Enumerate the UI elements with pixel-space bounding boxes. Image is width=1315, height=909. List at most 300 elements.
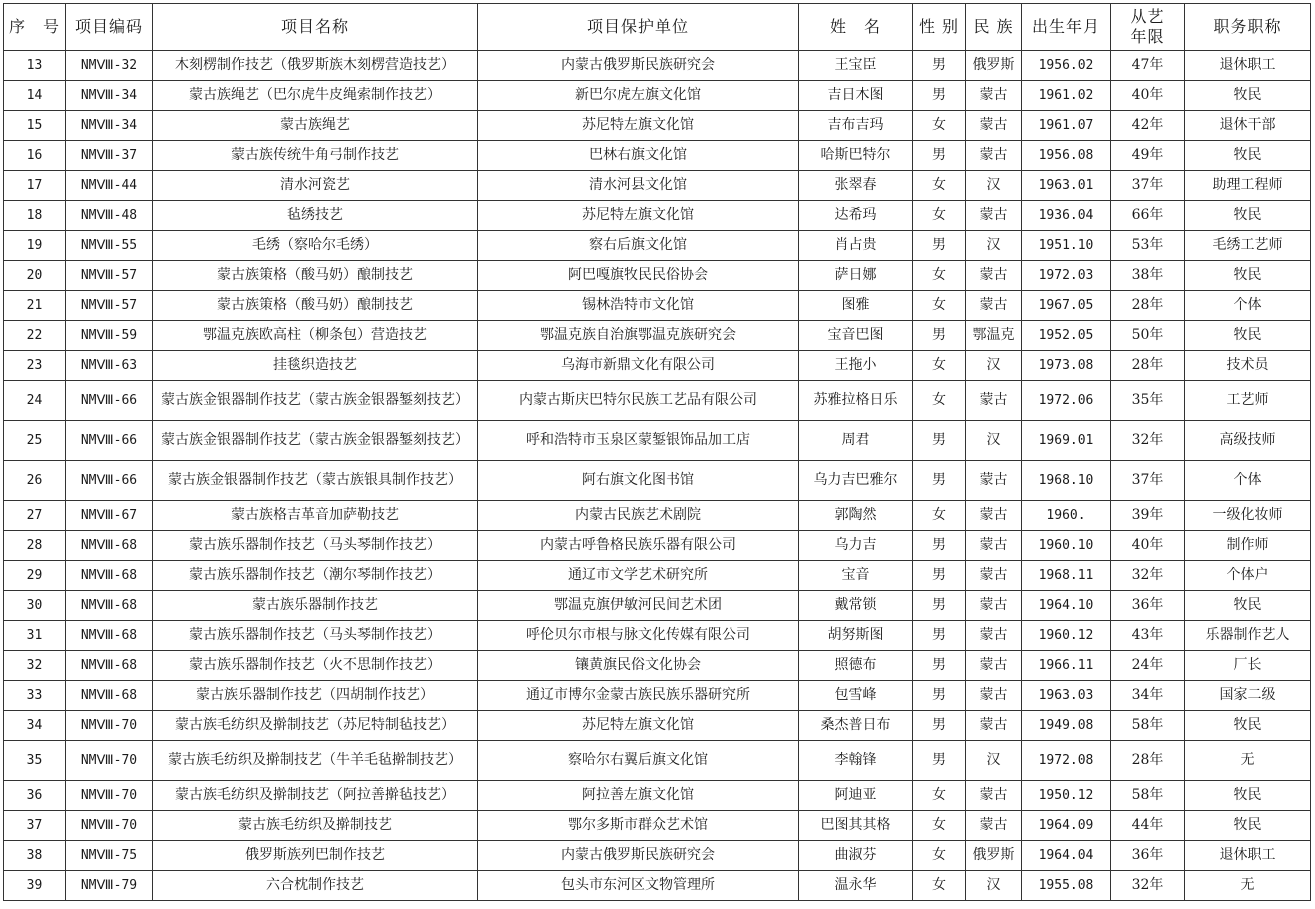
table-row	[4, 811, 1311, 841]
cell-person-name: 哈斯巴特尔	[799, 141, 913, 171]
cell-ethnicity: 俄罗斯	[966, 841, 1022, 871]
cell-ethnicity: 蒙古	[966, 591, 1022, 621]
cell-person-name: 肖占贵	[799, 231, 913, 261]
cell-ethnicity: 蒙古	[966, 781, 1022, 811]
cell-gender: 女	[913, 381, 966, 421]
cell-ethnicity: 蒙古	[966, 651, 1022, 681]
col-header-code: 项目编码	[66, 4, 153, 51]
cell-birth-date: 1961.07	[1022, 111, 1111, 141]
cell-row-index: 17	[4, 171, 66, 201]
cell-years-practice: 35年	[1111, 381, 1185, 421]
cell-birth-date: 1967.05	[1022, 291, 1111, 321]
cell-project-name: 蒙古族绳艺（巴尔虎牛皮绳索制作技艺）	[153, 81, 478, 111]
cell-gender: 男	[913, 141, 966, 171]
cell-row-index: 35	[4, 741, 66, 781]
cell-birth-date: 1964.10	[1022, 591, 1111, 621]
cell-job-title: 牧民	[1185, 711, 1311, 741]
cell-gender: 男	[913, 231, 966, 261]
cell-project-name: 蒙古族乐器制作技艺（四胡制作技艺）	[153, 681, 478, 711]
cell-person-name: 李翰锋	[799, 741, 913, 781]
cell-row-index: 33	[4, 681, 66, 711]
cell-years-practice: 43年	[1111, 621, 1185, 651]
cell-gender: 女	[913, 841, 966, 871]
cell-ethnicity: 蒙古	[966, 111, 1022, 141]
cell-person-name: 张翠春	[799, 171, 913, 201]
cell-gender: 女	[913, 261, 966, 291]
cell-job-title: 无	[1185, 871, 1311, 901]
cell-job-title: 退休职工	[1185, 841, 1311, 871]
cell-job-title: 个体户	[1185, 561, 1311, 591]
cell-person-name: 戴常锁	[799, 591, 913, 621]
table-row	[4, 81, 1311, 111]
cell-project-code: NMⅧ-79	[66, 871, 153, 901]
cell-birth-date: 1972.06	[1022, 381, 1111, 421]
cell-gender: 男	[913, 711, 966, 741]
cell-job-title: 无	[1185, 741, 1311, 781]
cell-ethnicity: 蒙古	[966, 81, 1022, 111]
cell-birth-date: 1972.08	[1022, 741, 1111, 781]
cell-project-name: 蒙古族毛纺织及擀制技艺	[153, 811, 478, 841]
cell-project-code: NMⅧ-32	[66, 51, 153, 81]
cell-row-index: 21	[4, 291, 66, 321]
cell-ethnicity: 蒙古	[966, 621, 1022, 651]
cell-job-title: 退休职工	[1185, 51, 1311, 81]
table-row	[4, 651, 1311, 681]
cell-ethnicity: 蒙古	[966, 501, 1022, 531]
cell-gender: 男	[913, 421, 966, 461]
cell-row-index: 34	[4, 711, 66, 741]
table-row	[4, 261, 1311, 291]
cell-protection-unit: 巴林右旗文化馆	[478, 141, 799, 171]
cell-gender: 女	[913, 501, 966, 531]
cell-gender: 女	[913, 811, 966, 841]
cell-ethnicity: 汉	[966, 421, 1022, 461]
cell-project-code: NMⅧ-68	[66, 621, 153, 651]
cell-birth-date: 1964.04	[1022, 841, 1111, 871]
cell-project-code: NMⅧ-55	[66, 231, 153, 261]
cell-project-code: NMⅧ-67	[66, 501, 153, 531]
cell-job-title: 牧民	[1185, 261, 1311, 291]
cell-job-title: 助理工程师	[1185, 171, 1311, 201]
table-row	[4, 51, 1311, 81]
cell-years-practice: 28年	[1111, 351, 1185, 381]
cell-job-title: 毛绣工艺师	[1185, 231, 1311, 261]
cell-protection-unit: 内蒙古斯庆巴特尔民族工艺品有限公司	[478, 381, 799, 421]
cell-years-practice: 47年	[1111, 51, 1185, 81]
cell-years-practice: 24年	[1111, 651, 1185, 681]
cell-birth-date: 1951.10	[1022, 231, 1111, 261]
cell-project-name: 清水河瓷艺	[153, 171, 478, 201]
table-row	[4, 681, 1311, 711]
cell-protection-unit: 阿右旗文化图书馆	[478, 461, 799, 501]
cell-row-index: 26	[4, 461, 66, 501]
cell-birth-date: 1949.08	[1022, 711, 1111, 741]
cell-ethnicity: 汉	[966, 871, 1022, 901]
cell-person-name: 吉日木图	[799, 81, 913, 111]
cell-years-practice: 40年	[1111, 81, 1185, 111]
cell-row-index: 16	[4, 141, 66, 171]
table-row	[4, 561, 1311, 591]
cell-project-name: 俄罗斯族列巴制作技艺	[153, 841, 478, 871]
cell-project-name: 蒙古族传统牛角弓制作技艺	[153, 141, 478, 171]
cell-person-name: 乌力吉	[799, 531, 913, 561]
cell-ethnicity: 汉	[966, 231, 1022, 261]
cell-project-name: 毡绣技艺	[153, 201, 478, 231]
cell-birth-date: 1956.02	[1022, 51, 1111, 81]
cell-years-practice: 49年	[1111, 141, 1185, 171]
col-header-ethnicity: 民 族	[966, 4, 1022, 51]
cell-years-practice: 37年	[1111, 461, 1185, 501]
cell-job-title: 一级化妆师	[1185, 501, 1311, 531]
cell-protection-unit: 锡林浩特市文化馆	[478, 291, 799, 321]
cell-gender: 男	[913, 321, 966, 351]
table-row	[4, 461, 1311, 501]
table-row	[4, 291, 1311, 321]
cell-row-index: 23	[4, 351, 66, 381]
cell-row-index: 20	[4, 261, 66, 291]
cell-years-practice: 50年	[1111, 321, 1185, 351]
cell-gender: 男	[913, 461, 966, 501]
cell-protection-unit: 察右后旗文化馆	[478, 231, 799, 261]
cell-job-title: 牧民	[1185, 321, 1311, 351]
cell-project-code: NMⅧ-66	[66, 381, 153, 421]
cell-ethnicity: 蒙古	[966, 141, 1022, 171]
cell-project-code: NMⅧ-68	[66, 561, 153, 591]
cell-job-title: 乐器制作艺人	[1185, 621, 1311, 651]
cell-protection-unit: 苏尼特左旗文化馆	[478, 201, 799, 231]
heritage-inheritors-table	[3, 3, 1311, 901]
header-row	[4, 4, 1311, 51]
cell-project-name: 蒙古族乐器制作技艺（马头琴制作技艺）	[153, 531, 478, 561]
cell-birth-date: 1964.09	[1022, 811, 1111, 841]
cell-job-title: 制作师	[1185, 531, 1311, 561]
cell-years-practice: 40年	[1111, 531, 1185, 561]
cell-row-index: 14	[4, 81, 66, 111]
col-header-years-practice: 从艺 年限	[1111, 4, 1185, 51]
cell-years-practice: 32年	[1111, 421, 1185, 461]
cell-gender: 女	[913, 171, 966, 201]
cell-row-index: 24	[4, 381, 66, 421]
cell-years-practice: 28年	[1111, 291, 1185, 321]
cell-gender: 男	[913, 651, 966, 681]
cell-project-code: NMⅧ-68	[66, 681, 153, 711]
cell-project-code: NMⅧ-75	[66, 841, 153, 871]
cell-project-name: 蒙古族毛纺织及擀制技艺（苏尼特制毡技艺）	[153, 711, 478, 741]
col-header-index: 序 号	[4, 4, 66, 51]
cell-row-index: 31	[4, 621, 66, 651]
cell-protection-unit: 新巴尔虎左旗文化馆	[478, 81, 799, 111]
cell-birth-date: 1968.11	[1022, 561, 1111, 591]
cell-years-practice: 44年	[1111, 811, 1185, 841]
cell-protection-unit: 内蒙古俄罗斯民族研究会	[478, 841, 799, 871]
cell-project-name: 蒙古族格吉革音加萨勒技艺	[153, 501, 478, 531]
cell-protection-unit: 乌海市新鼎文化有限公司	[478, 351, 799, 381]
cell-ethnicity: 蒙古	[966, 811, 1022, 841]
col-header-birth-date: 出生年月	[1022, 4, 1111, 51]
cell-project-code: NMⅧ-34	[66, 81, 153, 111]
cell-project-code: NMⅧ-44	[66, 171, 153, 201]
cell-project-code: NMⅧ-68	[66, 591, 153, 621]
cell-protection-unit: 内蒙古民族艺术剧院	[478, 501, 799, 531]
cell-gender: 男	[913, 561, 966, 591]
cell-gender: 女	[913, 291, 966, 321]
cell-birth-date: 1961.02	[1022, 81, 1111, 111]
cell-ethnicity: 汉	[966, 741, 1022, 781]
cell-job-title: 牧民	[1185, 81, 1311, 111]
cell-row-index: 25	[4, 421, 66, 461]
cell-row-index: 38	[4, 841, 66, 871]
cell-gender: 男	[913, 51, 966, 81]
cell-gender: 男	[913, 591, 966, 621]
cell-protection-unit: 通辽市文学艺术研究所	[478, 561, 799, 591]
cell-gender: 女	[913, 351, 966, 381]
cell-project-code: NMⅧ-70	[66, 711, 153, 741]
cell-row-index: 39	[4, 871, 66, 901]
cell-job-title: 国家二级	[1185, 681, 1311, 711]
cell-gender: 女	[913, 201, 966, 231]
cell-protection-unit: 包头市东河区文物管理所	[478, 871, 799, 901]
table-row	[4, 711, 1311, 741]
cell-birth-date: 1960.10	[1022, 531, 1111, 561]
table-row	[4, 351, 1311, 381]
cell-project-code: NMⅧ-57	[66, 261, 153, 291]
cell-project-code: NMⅧ-63	[66, 351, 153, 381]
cell-job-title: 牧民	[1185, 201, 1311, 231]
cell-protection-unit: 呼伦贝尔市根与脉文化传媒有限公司	[478, 621, 799, 651]
cell-project-code: NMⅧ-70	[66, 811, 153, 841]
cell-birth-date: 1963.03	[1022, 681, 1111, 711]
cell-person-name: 桑杰普日布	[799, 711, 913, 741]
cell-ethnicity: 蒙古	[966, 291, 1022, 321]
table-row	[4, 141, 1311, 171]
cell-years-practice: 58年	[1111, 711, 1185, 741]
cell-person-name: 宝音	[799, 561, 913, 591]
cell-ethnicity: 汉	[966, 351, 1022, 381]
col-header-title: 职务职称	[1185, 4, 1311, 51]
cell-job-title: 牧民	[1185, 591, 1311, 621]
table-row	[4, 501, 1311, 531]
cell-job-title: 牧民	[1185, 141, 1311, 171]
cell-person-name: 巴图其其格	[799, 811, 913, 841]
cell-protection-unit: 呼和浩特市玉泉区蒙錾银饰品加工店	[478, 421, 799, 461]
cell-person-name: 宝音巴图	[799, 321, 913, 351]
cell-row-index: 28	[4, 531, 66, 561]
cell-row-index: 32	[4, 651, 66, 681]
cell-row-index: 15	[4, 111, 66, 141]
cell-project-name: 蒙古族策格（酸马奶）酿制技艺	[153, 261, 478, 291]
cell-project-code: NMⅧ-70	[66, 781, 153, 811]
cell-ethnicity: 蒙古	[966, 381, 1022, 421]
cell-person-name: 包雪峰	[799, 681, 913, 711]
cell-job-title: 个体	[1185, 291, 1311, 321]
cell-gender: 女	[913, 111, 966, 141]
cell-birth-date: 1960.12	[1022, 621, 1111, 651]
cell-years-practice: 28年	[1111, 741, 1185, 781]
cell-ethnicity: 蒙古	[966, 461, 1022, 501]
cell-years-practice: 42年	[1111, 111, 1185, 141]
cell-person-name: 胡努斯图	[799, 621, 913, 651]
table-row	[4, 591, 1311, 621]
cell-row-index: 13	[4, 51, 66, 81]
cell-years-practice: 32年	[1111, 561, 1185, 591]
cell-row-index: 22	[4, 321, 66, 351]
table-row	[4, 201, 1311, 231]
table-row	[4, 171, 1311, 201]
cell-years-practice: 39年	[1111, 501, 1185, 531]
cell-ethnicity: 鄂温克	[966, 321, 1022, 351]
cell-job-title: 高级技师	[1185, 421, 1311, 461]
col-header-project-name: 项目名称	[153, 4, 478, 51]
table-row	[4, 781, 1311, 811]
cell-person-name: 吉布吉玛	[799, 111, 913, 141]
table-row	[4, 421, 1311, 461]
cell-gender: 男	[913, 741, 966, 781]
cell-gender: 女	[913, 781, 966, 811]
cell-birth-date: 1972.03	[1022, 261, 1111, 291]
cell-project-name: 挂毯织造技艺	[153, 351, 478, 381]
table-row	[4, 841, 1311, 871]
cell-gender: 女	[913, 871, 966, 901]
cell-ethnicity: 蒙古	[966, 681, 1022, 711]
cell-years-practice: 38年	[1111, 261, 1185, 291]
cell-job-title: 牧民	[1185, 781, 1311, 811]
cell-row-index: 36	[4, 781, 66, 811]
cell-job-title: 退休干部	[1185, 111, 1311, 141]
cell-job-title: 技术员	[1185, 351, 1311, 381]
cell-birth-date: 1973.08	[1022, 351, 1111, 381]
cell-birth-date: 1969.01	[1022, 421, 1111, 461]
cell-person-name: 温永华	[799, 871, 913, 901]
table-row	[4, 531, 1311, 561]
cell-project-code: NMⅧ-68	[66, 531, 153, 561]
cell-person-name: 达希玛	[799, 201, 913, 231]
cell-years-practice: 66年	[1111, 201, 1185, 231]
cell-project-code: NMⅧ-57	[66, 291, 153, 321]
cell-project-name: 蒙古族毛纺织及擀制技艺（牛羊毛毡擀制技艺）	[153, 741, 478, 781]
cell-person-name: 乌力吉巴雅尔	[799, 461, 913, 501]
cell-project-code: NMⅧ-34	[66, 111, 153, 141]
cell-birth-date: 1963.01	[1022, 171, 1111, 201]
cell-years-practice: 37年	[1111, 171, 1185, 201]
cell-birth-date: 1950.12	[1022, 781, 1111, 811]
cell-protection-unit: 鄂温克族自治旗鄂温克族研究会	[478, 321, 799, 351]
cell-row-index: 30	[4, 591, 66, 621]
cell-years-practice: 36年	[1111, 841, 1185, 871]
cell-protection-unit: 察哈尔右翼后旗文化馆	[478, 741, 799, 781]
cell-project-code: NMⅧ-66	[66, 421, 153, 461]
cell-job-title: 个体	[1185, 461, 1311, 501]
cell-birth-date: 1952.05	[1022, 321, 1111, 351]
cell-project-name: 蒙古族绳艺	[153, 111, 478, 141]
cell-birth-date: 1968.10	[1022, 461, 1111, 501]
cell-ethnicity: 蒙古	[966, 561, 1022, 591]
cell-project-name: 毛绣（察哈尔毛绣）	[153, 231, 478, 261]
col-header-protection-unit: 项目保护单位	[478, 4, 799, 51]
cell-ethnicity: 俄罗斯	[966, 51, 1022, 81]
cell-years-practice: 58年	[1111, 781, 1185, 811]
col-header-person-name: 姓 名	[799, 4, 913, 51]
cell-job-title: 厂长	[1185, 651, 1311, 681]
cell-project-code: NMⅧ-66	[66, 461, 153, 501]
cell-person-name: 王拖小	[799, 351, 913, 381]
cell-project-name: 蒙古族乐器制作技艺（潮尔琴制作技艺）	[153, 561, 478, 591]
table-row	[4, 741, 1311, 781]
cell-project-name: 蒙古族策格（酸马奶）酿制技艺	[153, 291, 478, 321]
cell-gender: 男	[913, 681, 966, 711]
cell-gender: 男	[913, 621, 966, 651]
cell-birth-date: 1955.08	[1022, 871, 1111, 901]
cell-project-name: 蒙古族乐器制作技艺（火不思制作技艺）	[153, 651, 478, 681]
cell-birth-date: 1936.04	[1022, 201, 1111, 231]
cell-ethnicity: 汉	[966, 171, 1022, 201]
cell-ethnicity: 蒙古	[966, 711, 1022, 741]
cell-protection-unit: 鄂尔多斯市群众艺术馆	[478, 811, 799, 841]
cell-row-index: 29	[4, 561, 66, 591]
table-row	[4, 231, 1311, 261]
cell-person-name: 郭陶然	[799, 501, 913, 531]
cell-project-name: 蒙古族金银器制作技艺（蒙古族金银器錾刻技艺）	[153, 381, 478, 421]
cell-person-name: 图雅	[799, 291, 913, 321]
cell-person-name: 周君	[799, 421, 913, 461]
cell-protection-unit: 阿拉善左旗文化馆	[478, 781, 799, 811]
cell-project-name: 蒙古族毛纺织及擀制技艺（阿拉善擀毡技艺）	[153, 781, 478, 811]
cell-project-name: 六合枕制作技艺	[153, 871, 478, 901]
cell-gender: 男	[913, 81, 966, 111]
cell-row-index: 19	[4, 231, 66, 261]
table-row	[4, 111, 1311, 141]
cell-person-name: 阿迪亚	[799, 781, 913, 811]
cell-project-name: 蒙古族金银器制作技艺（蒙古族银具制作技艺）	[153, 461, 478, 501]
cell-years-practice: 34年	[1111, 681, 1185, 711]
cell-years-practice: 36年	[1111, 591, 1185, 621]
cell-birth-date: 1960.	[1022, 501, 1111, 531]
cell-protection-unit: 阿巴嘎旗牧民民俗协会	[478, 261, 799, 291]
table-row	[4, 321, 1311, 351]
cell-person-name: 苏雅拉格日乐	[799, 381, 913, 421]
cell-ethnicity: 蒙古	[966, 201, 1022, 231]
table-row	[4, 871, 1311, 901]
cell-project-name: 蒙古族金银器制作技艺（蒙古族金银器錾刻技艺）	[153, 421, 478, 461]
cell-project-name: 木刻楞制作技艺（俄罗斯族木刻楞营造技艺）	[153, 51, 478, 81]
table-row	[4, 621, 1311, 651]
table-row	[4, 381, 1311, 421]
cell-project-code: NMⅧ-70	[66, 741, 153, 781]
cell-job-title: 工艺师	[1185, 381, 1311, 421]
cell-person-name: 王宝臣	[799, 51, 913, 81]
cell-ethnicity: 蒙古	[966, 261, 1022, 291]
cell-years-practice: 53年	[1111, 231, 1185, 261]
cell-protection-unit: 内蒙古呼鲁格民族乐器有限公司	[478, 531, 799, 561]
cell-protection-unit: 苏尼特左旗文化馆	[478, 111, 799, 141]
cell-row-index: 18	[4, 201, 66, 231]
cell-protection-unit: 内蒙古俄罗斯民族研究会	[478, 51, 799, 81]
cell-project-code: NMⅧ-37	[66, 141, 153, 171]
cell-project-name: 鄂温克族欧高柱（柳条包）营造技艺	[153, 321, 478, 351]
cell-person-name: 照德布	[799, 651, 913, 681]
cell-protection-unit: 镶黄旗民俗文化协会	[478, 651, 799, 681]
cell-person-name: 曲淑芬	[799, 841, 913, 871]
col-header-gender: 性 别	[913, 4, 966, 51]
cell-project-name: 蒙古族乐器制作技艺（马头琴制作技艺）	[153, 621, 478, 651]
cell-project-code: NMⅧ-68	[66, 651, 153, 681]
cell-protection-unit: 鄂温克旗伊敏河民间艺术团	[478, 591, 799, 621]
cell-row-index: 37	[4, 811, 66, 841]
cell-project-code: NMⅧ-48	[66, 201, 153, 231]
cell-job-title: 牧民	[1185, 811, 1311, 841]
cell-protection-unit: 清水河县文化馆	[478, 171, 799, 201]
cell-protection-unit: 苏尼特左旗文化馆	[478, 711, 799, 741]
cell-row-index: 27	[4, 501, 66, 531]
